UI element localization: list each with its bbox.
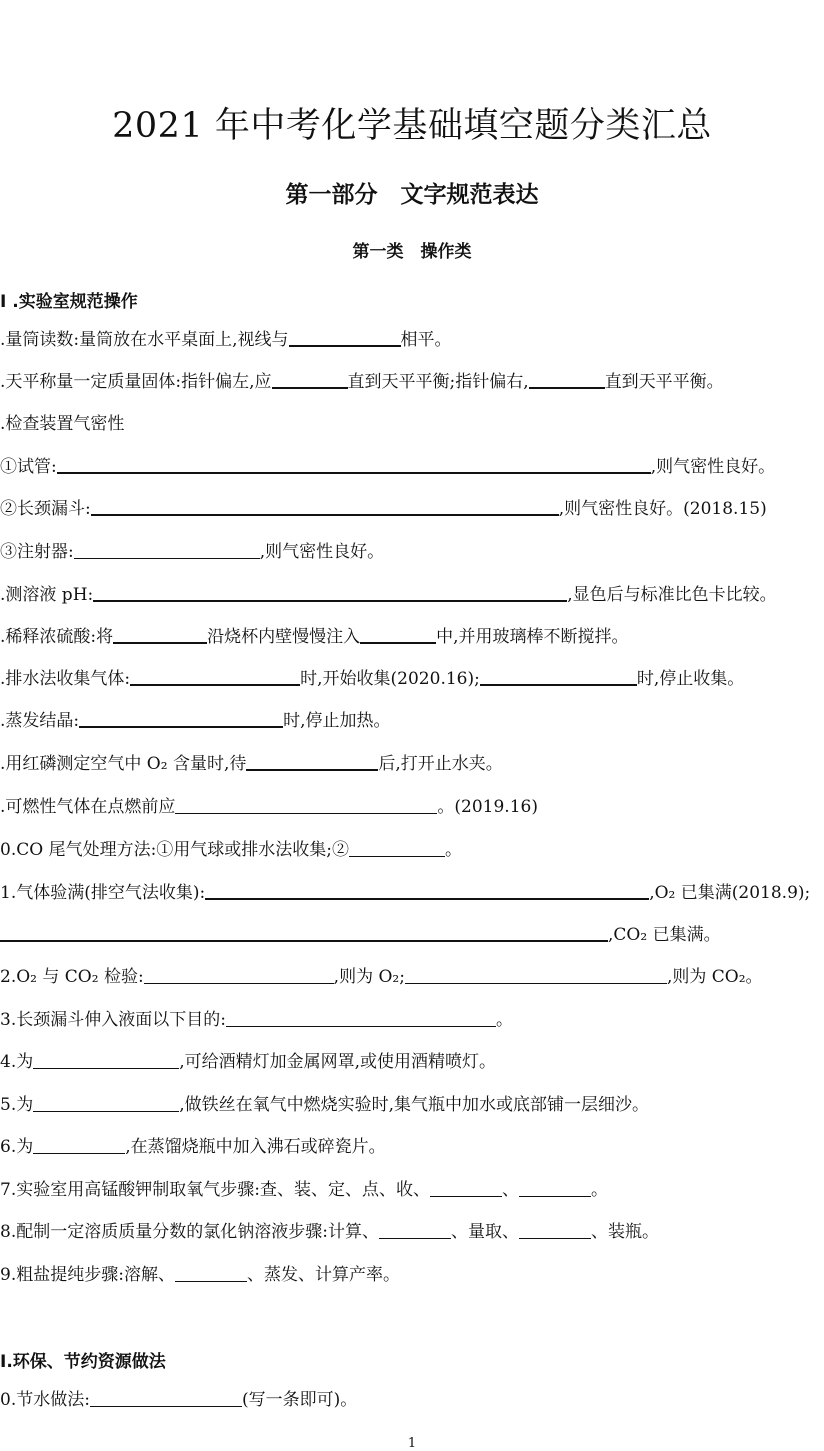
question-text: 时,开始收集(2020.16); — [300, 669, 480, 689]
question-text: ,则为 CO₂。 — [666, 967, 763, 987]
question-text: ②长颈漏斗: — [0, 499, 91, 519]
question-text: ,则气密性良好。(2018.15) — [558, 499, 767, 519]
question-text: .量筒读数:量筒放在水平桌面上,视线与 — [0, 330, 289, 350]
answer-blank[interactable] — [519, 1222, 591, 1239]
answer-blank[interactable] — [33, 1095, 179, 1112]
answer-blank[interactable] — [246, 753, 378, 771]
answer-blank[interactable] — [74, 542, 260, 559]
question-text: .稀释浓硫酸:将 — [0, 627, 114, 647]
question-text: 8.配制一定溶质质量分数的氯化钠溶液步骤:计算、 — [0, 1222, 379, 1242]
question-3-1 — [0, 456, 775, 478]
question-text: 0.节水做法: — [0, 1390, 90, 1410]
answer-blank[interactable] — [130, 668, 300, 686]
question-9 — [0, 796, 538, 818]
question-text: 、装瓶。 — [590, 1222, 659, 1242]
question-text: .天平称量一定质量固体:指针偏左,应 — [0, 372, 272, 392]
question-text: 直到天平平衡。 — [604, 372, 724, 392]
question-11 — [0, 882, 810, 904]
question-17 — [0, 1179, 608, 1201]
answer-blank[interactable] — [144, 967, 334, 984]
question-15 — [0, 1094, 649, 1116]
question-text: ,CO₂ 已集满。 — [608, 925, 721, 945]
answer-blank[interactable] — [91, 498, 559, 516]
question-text: ,则为 O₂; — [333, 967, 405, 987]
question-4 — [0, 584, 777, 606]
question-text: 4.为 — [0, 1052, 34, 1072]
category-heading: 第一类 操作类 — [352, 242, 472, 262]
question-19 — [0, 1264, 400, 1286]
question-text: 沿烧杯内壁慢慢注入 — [207, 627, 361, 647]
answer-blank[interactable] — [33, 1137, 125, 1154]
question-3-3 — [0, 541, 384, 563]
question-text: ,则气密性良好。 — [650, 457, 776, 477]
question-12 — [0, 966, 763, 988]
answer-blank[interactable] — [480, 668, 637, 686]
question-text: .测溶液 pH: — [0, 585, 94, 605]
question-18 — [0, 1221, 659, 1243]
answer-blank[interactable] — [175, 797, 437, 814]
question-text: ,在蒸馏烧瓶中加入沸石或碎瓷片。 — [125, 1137, 386, 1157]
question-14 — [0, 1051, 496, 1073]
answer-blank[interactable] — [0, 924, 608, 942]
question-8 — [0, 753, 503, 775]
question-text: ,O₂ 已集满(2018.9); — [649, 883, 811, 903]
question-text: ,则气密性良好。 — [259, 542, 385, 562]
question-text: .排水法收集气体: — [0, 669, 131, 689]
answer-blank[interactable] — [405, 967, 667, 984]
question-text: ,做铁丝在氧气中燃烧实验时,集气瓶中加水或底部铺一层细沙。 — [179, 1095, 650, 1115]
question-text: .用红磷测定空气中 O₂ 含量时,待 — [0, 754, 247, 774]
question-text: .蒸发结晶: — [0, 711, 80, 731]
question-text: 。 — [590, 1180, 608, 1200]
question-10 — [0, 839, 462, 861]
question-11-continued — [0, 924, 721, 946]
question-text: 时,停止收集。 — [636, 669, 745, 689]
question-text: 时,停止加热。 — [283, 711, 391, 731]
question-3: .检查装置气密性 — [0, 414, 125, 434]
question-text: 9.粗盐提纯步骤:溶解、 — [0, 1265, 175, 1285]
answer-blank[interactable] — [33, 1052, 179, 1069]
answer-blank[interactable] — [205, 882, 649, 900]
question-text: ③注射器: — [0, 542, 74, 562]
question-text: ,显色后与标准比色卡比较。 — [567, 585, 777, 605]
question-text: (写一条即可)。 — [241, 1390, 358, 1410]
question-text: 2.O₂ 与 CO₂ 检验: — [0, 967, 144, 987]
question-text: 直到天平平衡;指针偏右, — [347, 372, 529, 392]
question-text: 、 — [501, 1180, 519, 1200]
question-text: 。 — [445, 840, 463, 860]
document-title: 2021 年中考化学基础填空题分类汇总 — [112, 106, 712, 146]
question-20 — [0, 1389, 357, 1411]
question-text: ,可给酒精灯加金属网罩,或使用酒精喷灯。 — [179, 1052, 497, 1072]
question-16 — [0, 1136, 386, 1158]
question-text: 。(2019.16) — [437, 797, 538, 817]
question-text: 3.长颈漏斗伸入液面以下目的: — [0, 1010, 226, 1030]
question-5 — [0, 626, 629, 648]
question-text: 5.为 — [0, 1095, 34, 1115]
question-2 — [0, 371, 724, 393]
question-text: ①试管: — [0, 457, 57, 477]
page-number: 1 — [407, 1436, 417, 1451]
answer-blank[interactable] — [79, 710, 283, 728]
question-text: 相平。 — [400, 330, 452, 350]
question-text: 1.气体验满(排空气法收集): — [0, 883, 206, 903]
question-text: 。 — [495, 1010, 513, 1030]
answer-blank[interactable] — [360, 626, 436, 644]
question-7 — [0, 710, 391, 732]
answer-blank[interactable] — [349, 840, 445, 857]
question-text: .可燃性气体在点燃前应 — [0, 797, 176, 817]
answer-blank[interactable] — [289, 329, 401, 347]
question-3-2 — [0, 498, 767, 520]
question-text: 、量取、 — [450, 1222, 519, 1242]
answer-blank[interactable] — [57, 456, 651, 474]
question-1 — [0, 329, 452, 351]
question-6 — [0, 668, 744, 690]
question-text: 7.实验室用高锰酸钾制取氧气步骤:查、装、定、点、收、 — [0, 1180, 430, 1200]
question-text: 0.CO 尾气处理方法:①用气球或排水法收集;② — [0, 840, 350, 860]
answer-blank[interactable] — [113, 626, 207, 644]
section-heading-environment: I.环保、节约资源做法 — [0, 1352, 166, 1372]
question-text: 中,并用玻璃棒不断搅拌。 — [436, 627, 629, 647]
answer-blank[interactable] — [519, 1180, 591, 1197]
part-heading: 第一部分 文字规范表达 — [285, 182, 539, 208]
answer-blank[interactable] — [430, 1180, 502, 1197]
question-text: 、蒸发、计算产率。 — [246, 1265, 400, 1285]
answer-blank[interactable] — [90, 1390, 242, 1407]
answer-blank[interactable] — [175, 1265, 247, 1282]
question-13 — [0, 1009, 513, 1031]
section-heading-lab-operations: I .实验室规范操作 — [0, 292, 138, 312]
question-text: 6.为 — [0, 1137, 34, 1157]
question-text: 后,打开止水夹。 — [378, 754, 503, 774]
answer-blank[interactable] — [379, 1222, 451, 1239]
answer-blank[interactable] — [272, 371, 348, 389]
answer-blank[interactable] — [226, 1010, 496, 1027]
answer-blank[interactable] — [93, 584, 567, 602]
answer-blank[interactable] — [529, 371, 605, 389]
